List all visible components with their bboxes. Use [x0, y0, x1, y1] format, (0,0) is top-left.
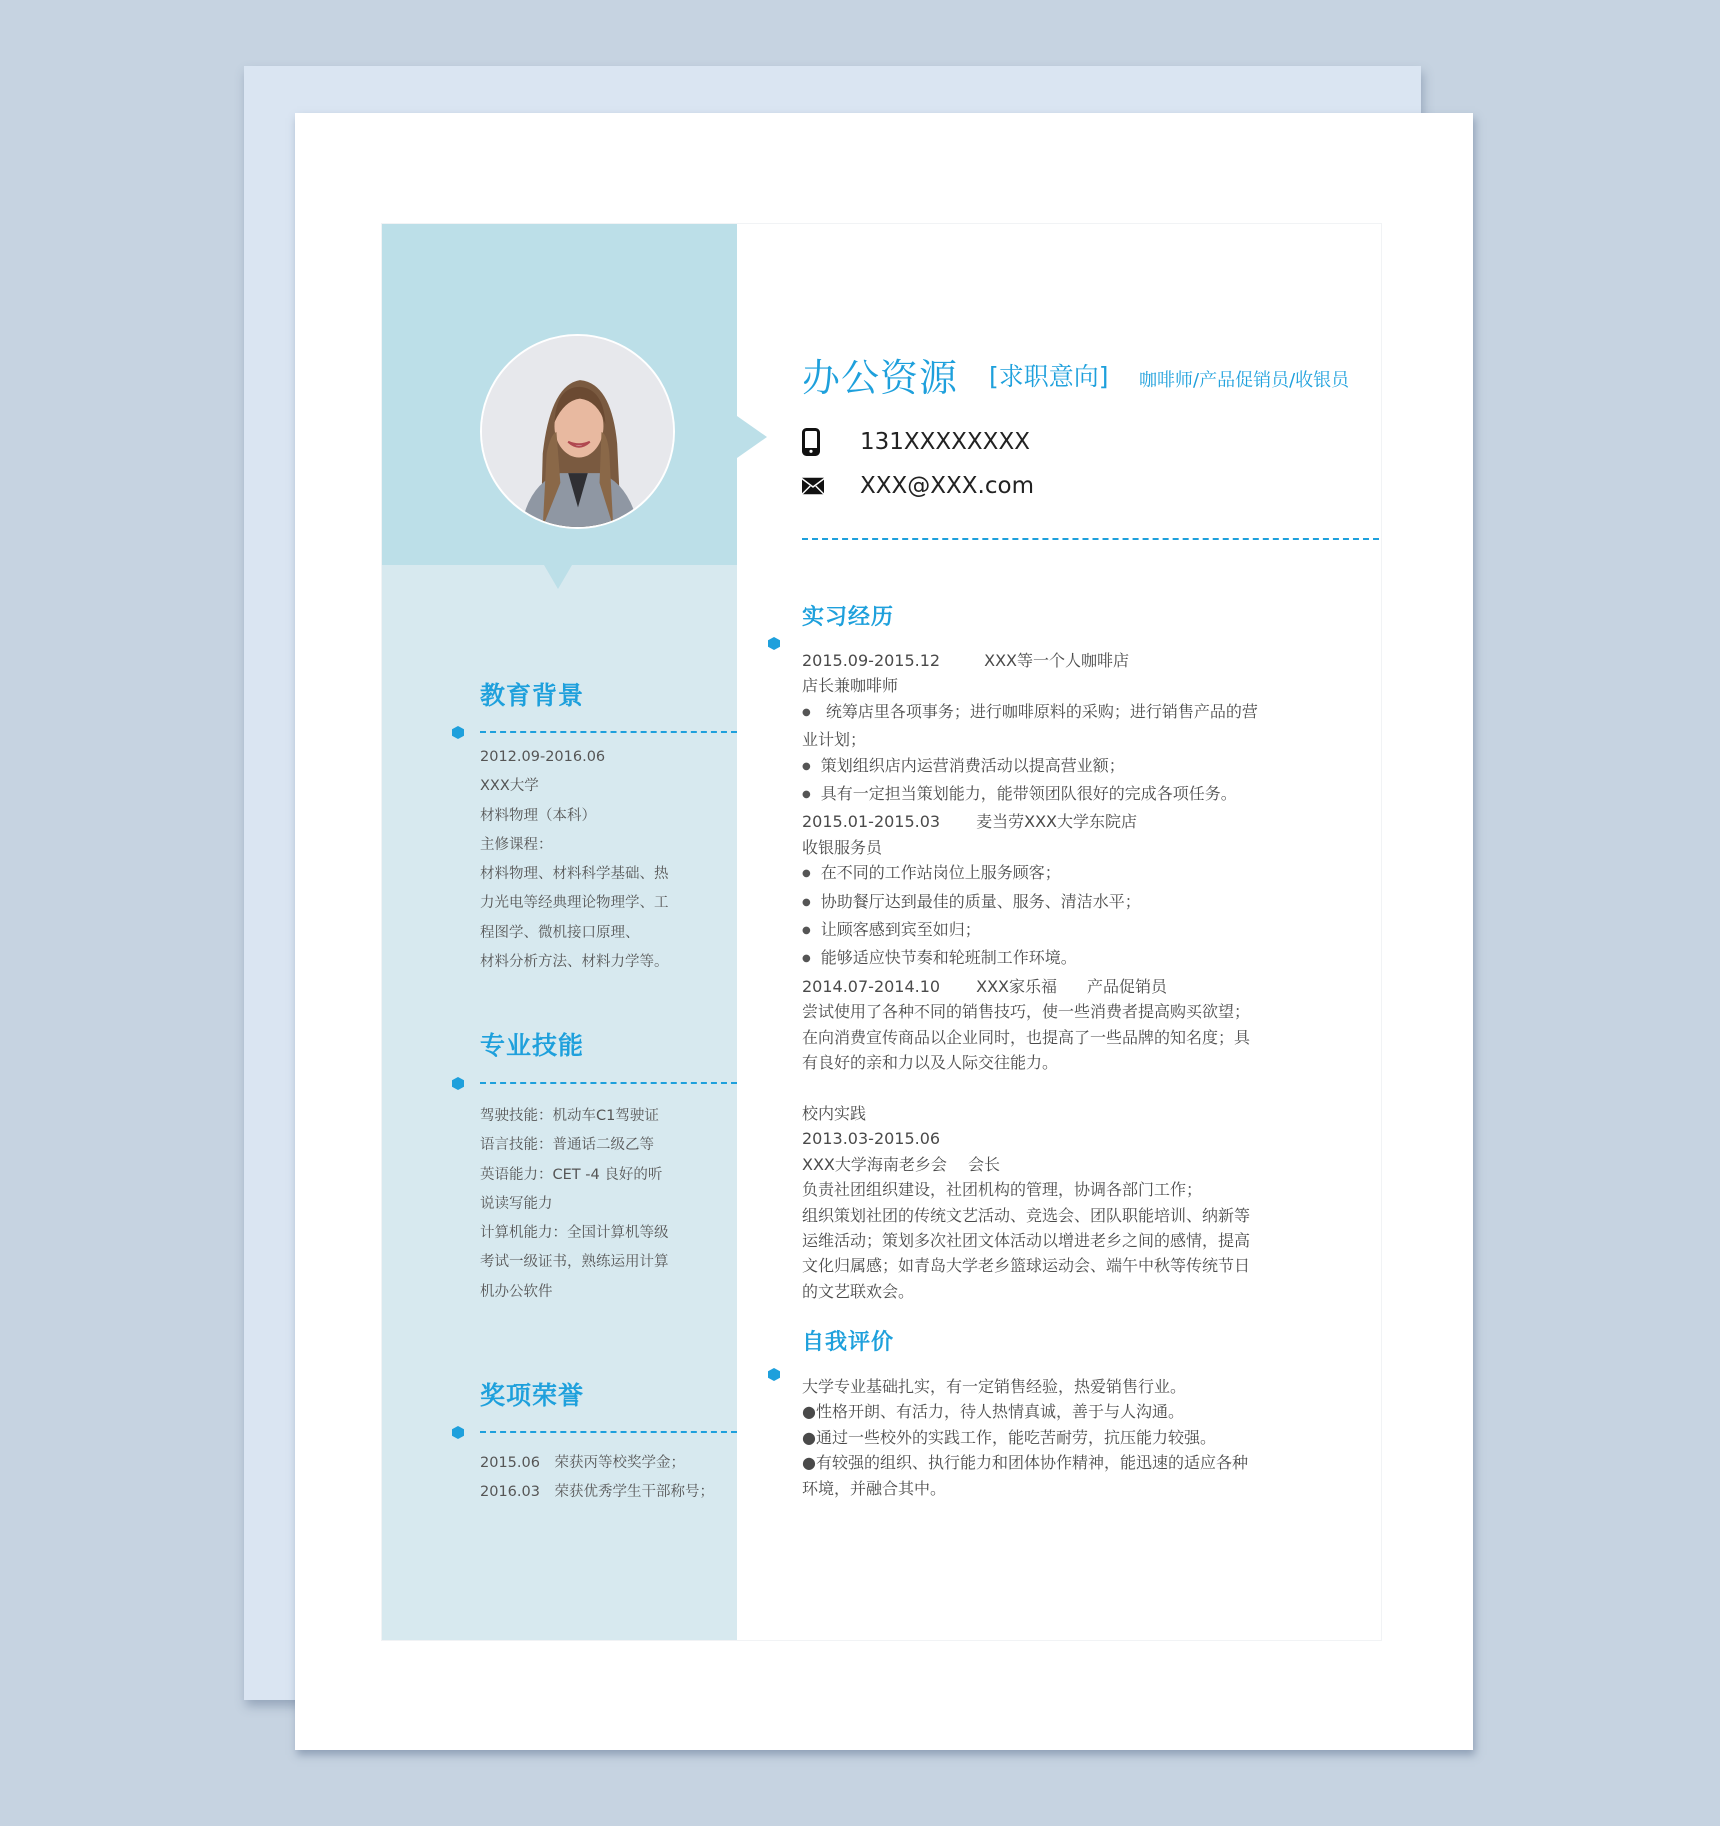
award-item: 2016.03 荣获优秀学生干部称号；: [480, 1484, 714, 1501]
internship-list: [802, 648, 1302, 1304]
job-description: 在向消费宣传商品以企业同时，也提高了一些品牌的知名度；具: [802, 1027, 1251, 1047]
job-period: 2015.09-2015.12: [802, 651, 941, 670]
job-period: 2015.01-2015.03: [802, 812, 941, 832]
self-evaluation-line: ●有较强的组织、执行能力和团体协作精神，能迅速的适应各种: [802, 1453, 1248, 1473]
hexagon-bullet-icon: [452, 726, 464, 739]
campus-label: 校内实践: [802, 1103, 867, 1123]
education-period: 2012.09-2016.06: [480, 749, 606, 765]
skills-list: [480, 1102, 669, 1307]
sidebar-header-block: [382, 224, 737, 565]
awards-list: [480, 1449, 714, 1508]
job-role: 店长兼咖啡师: [802, 676, 899, 696]
envelope-icon: [802, 472, 824, 500]
job-bullet: ● 具有一定担当策划能力，能带领团队很好的完成各项任务。: [802, 781, 1302, 809]
job-company: 麦当劳XXX大学东院店: [976, 812, 1137, 832]
job-company: XXX等一个人咖啡店: [984, 651, 1129, 670]
education-courses-line: 材料分析方法、材料力学等。: [480, 954, 669, 971]
skill-item: 英语能力：CET -4 良好的听: [480, 1166, 663, 1183]
skill-item: 考试一级证书，熟练运用计算: [480, 1254, 669, 1271]
section-divider: [480, 731, 737, 733]
job-role: 收银服务员: [802, 837, 883, 857]
job-description: 尝试使用了各种不同的销售技巧，使一些消费者提高购买欲望；: [802, 1002, 1251, 1022]
skill-item: 语言技能：普通话二级乙等: [480, 1137, 654, 1154]
campus-description: 文化归属感；如青岛大学老乡篮球运动会、端午中秋等传统节日: [802, 1256, 1251, 1276]
self-evaluation-line: ●通过一些校外的实践工作，能吃苦耐劳，抗压能力较强。: [802, 1427, 1216, 1447]
campus-description: 负责社团组织建设，社团机构的管理，协调各部门工作；: [802, 1180, 1203, 1200]
hexagon-bullet-icon: [768, 637, 780, 650]
phone-number: 131XXXXXXXX: [860, 429, 1030, 455]
job-period: 2014.07-2014.10: [802, 976, 941, 996]
job-bullet: ● 协助餐厅达到最佳的质量、服务、清洁水平；: [802, 889, 1302, 917]
section-title-internship: 实习经历: [802, 605, 895, 630]
avatar: [480, 334, 675, 529]
campus-period: 2013.03-2015.06: [802, 1129, 941, 1149]
campus-org-role: XXX大学海南老乡会 会长: [802, 1154, 1000, 1174]
sidebar-pointer-arrow: [544, 565, 572, 589]
candidate-name: 办公资源: [802, 356, 959, 400]
job-header: [802, 648, 1302, 673]
education-list: [480, 743, 669, 977]
job-bullet: ● 在不同的工作站岗位上服务顾客；: [802, 860, 1302, 888]
section-divider: [480, 1082, 737, 1084]
job-intent-value: 咖啡师/产品促销员/收银员: [1139, 370, 1350, 391]
education-school: XXX大学: [480, 778, 539, 795]
mobile-phone-icon: [802, 428, 824, 456]
profile-photo: [482, 336, 673, 527]
job-header: [802, 809, 1302, 834]
skill-item: 机办公软件: [480, 1283, 553, 1300]
self-evaluation-list: [802, 1374, 1302, 1501]
self-evaluation-line: 大学专业基础扎实，有一定销售经验，热爱销售行业。: [802, 1377, 1187, 1396]
job-bullet: ● 策划组织店内运营消费活动以提高营业额；: [802, 753, 1302, 781]
sidebar: [382, 224, 737, 1640]
award-item: 2015.06 荣获丙等校奖学金；: [480, 1455, 685, 1471]
section-title-skills: 专业技能: [480, 1031, 585, 1060]
job-bullet: ● 能够适应快节奏和轮班制工作环境。: [802, 945, 1302, 973]
campus-description: 运维活动；策划多次社团文体活动以增进老乡之间的感情，提高: [802, 1230, 1251, 1250]
job-description: 有良好的亲和力以及人际交往能力。: [802, 1053, 1059, 1073]
education-major: 材料物理（本科）: [480, 807, 596, 824]
hexagon-bullet-icon: [768, 1368, 780, 1381]
skill-item: 计算机能力：全国计算机等级: [480, 1225, 669, 1242]
header-divider: [802, 538, 1379, 540]
phone-row: [802, 428, 1030, 456]
hexagon-bullet-icon: [452, 1426, 464, 1439]
main-content: [802, 224, 1381, 1640]
self-evaluation-line: 环境，并融合其中。: [802, 1478, 947, 1498]
job-bullet: ● 让顾客感到宾至如归；: [802, 917, 1302, 945]
education-courses-line: 程图学、微机接口原理、: [480, 924, 640, 941]
section-title-education: 教育背景: [480, 681, 585, 710]
job-intent-label: [求职意向]: [989, 362, 1109, 391]
header-pointer-arrow: [737, 416, 767, 458]
job-header: [802, 974, 1302, 999]
job-bullet-continuation: 业计划；: [802, 730, 867, 750]
hexagon-bullet-icon: [452, 1077, 464, 1090]
resume-document: [381, 223, 1382, 1641]
spacer: [802, 1076, 1302, 1101]
education-courses-line: 力光电等经典理论物理学、工: [480, 895, 669, 912]
campus-description: 的文艺联欢会。: [802, 1281, 915, 1301]
email-address: XXX@XXX.com: [860, 473, 1034, 499]
email-row: [802, 472, 1034, 500]
section-title-awards: 奖项荣誉: [480, 1381, 585, 1410]
campus-description: 组织策划社团的传统文艺活动、竞选会、团队职能培训、纳新等: [802, 1205, 1251, 1225]
skill-item: 驾驶技能：机动车C1驾驶证: [480, 1108, 659, 1124]
education-courses-line: 材料物理、材料科学基础、热: [480, 866, 669, 883]
skill-item: 说读写能力: [480, 1195, 553, 1212]
section-title-self-evaluation: 自我评价: [802, 1330, 895, 1355]
self-evaluation-line: ●性格开朗、有活力，待人热情真诚，善于与人沟通。: [802, 1402, 1184, 1422]
education-courses-label: 主修课程：: [480, 836, 553, 853]
section-divider: [480, 1431, 737, 1433]
job-role: 产品促销员: [1087, 976, 1168, 996]
job-company: XXX家乐福: [976, 976, 1057, 996]
job-bullet: ● 统筹店里各项事务；进行咖啡原料的采购；进行销售产品的营: [802, 699, 1302, 727]
